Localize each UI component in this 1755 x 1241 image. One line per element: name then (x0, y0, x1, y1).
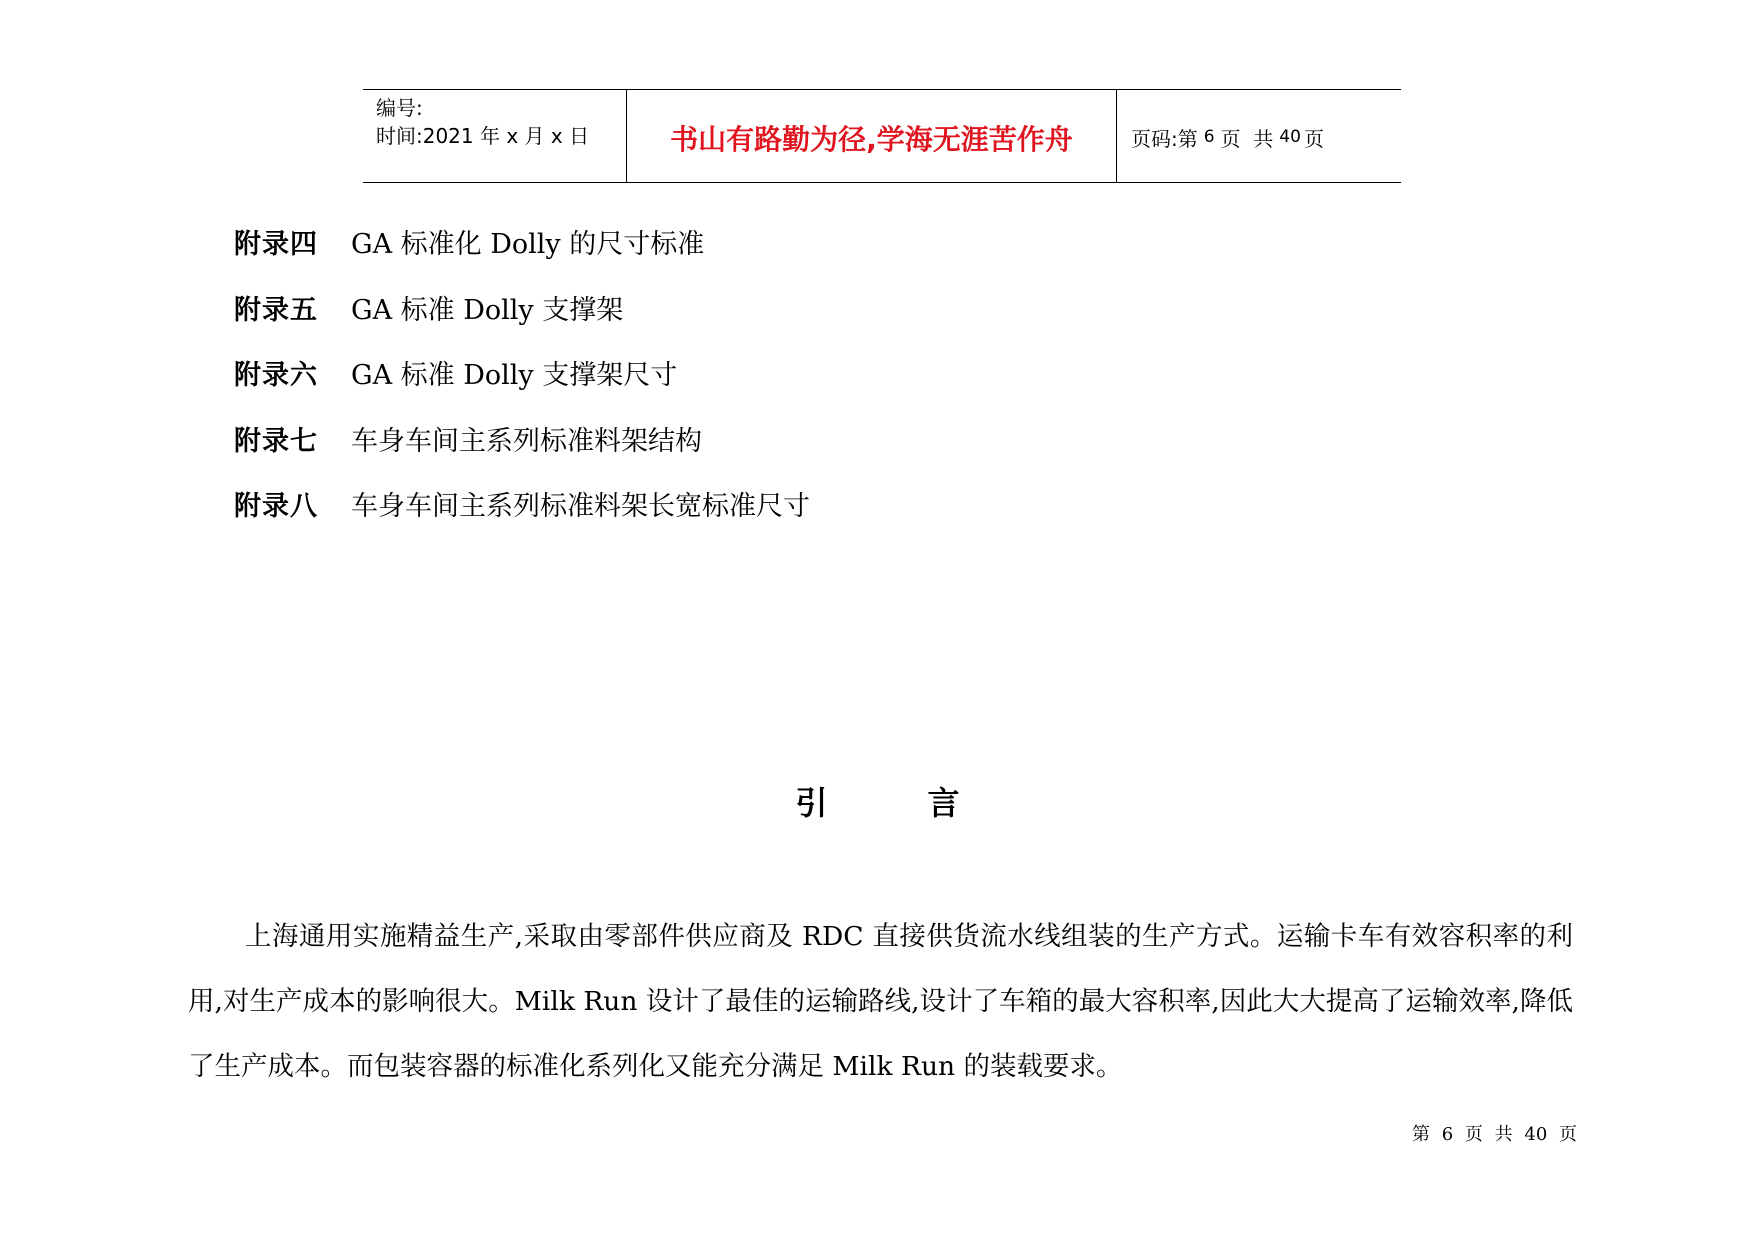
header-page-prefix: 页码:第 (1131, 126, 1198, 151)
header-page-suffix: 页 (1303, 126, 1324, 151)
page-header-table (363, 89, 1401, 183)
header-page-cell (1117, 90, 1401, 182)
header-page-mid: 页 共 (1220, 126, 1274, 151)
appendix-item (234, 484, 810, 550)
appendix-label: 附录八 (234, 491, 318, 522)
appendix-label: 附录四 (234, 229, 318, 260)
appendix-title: GA 标准 Dolly 支撑架 (351, 294, 624, 326)
appendix-list (234, 222, 810, 550)
appendix-label: 附录六 (234, 360, 318, 391)
appendix-item (234, 419, 810, 485)
header-meta-cell (363, 90, 627, 182)
appendix-title: GA 标准 Dolly 支撑架尺寸 (351, 360, 678, 391)
intro-paragraph: 上海通用实施精益生产,采取由零部件供应商及 RDC 直接供货流水线组装的生产方式。运输卡车有效容积率的利用,对生产成本的影响很大。Milk Run 设计了最佳的运输路线,设计了车箱的最大容积率,因此大大提高了运输效率,降低了生产成本。而包装容器的标准化系列化又能充分满足 Milk Run 的装载要求。 (188, 921, 1573, 1082)
header-page-total: 40 (1279, 127, 1301, 147)
appendix-title: 车身车间主系列标准料架长宽标准尺寸 (351, 491, 810, 522)
header-page-current: 6 (1203, 127, 1215, 147)
section-title: 引言 (795, 784, 1060, 822)
appendix-title: 车身车间主系列标准料架结构 (351, 425, 702, 457)
appendix-item (234, 222, 810, 288)
document-date-label: 时间:2021 年 x 月 x 日 (376, 124, 590, 148)
appendix-item (234, 288, 810, 354)
header-motto-cell (627, 90, 1117, 182)
appendix-title: GA 标准化 Dolly 的尺寸标准 (351, 229, 705, 260)
appendix-item (234, 353, 810, 419)
document-number-label: 编号: (376, 96, 423, 120)
appendix-label: 附录五 (234, 294, 318, 326)
page-footer: 第 6 页 共 40 页 (1412, 1124, 1577, 1145)
header-motto: 书山有路勤为径,学海无涯苦作舟 (670, 123, 1073, 156)
appendix-label: 附录七 (234, 425, 318, 457)
